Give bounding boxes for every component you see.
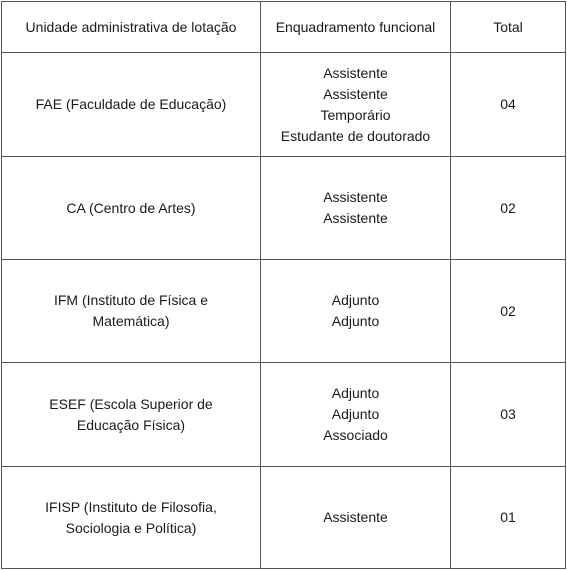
unit-line: IFM (Instituto de Física e bbox=[53, 292, 209, 308]
function-line: Adjunto bbox=[331, 406, 380, 422]
function-cell bbox=[261, 363, 451, 467]
table-row bbox=[2, 363, 566, 467]
function-line: Assistente bbox=[323, 189, 388, 205]
function-cell bbox=[261, 157, 451, 260]
table-row bbox=[2, 260, 566, 363]
total-cell: 02 bbox=[451, 260, 566, 363]
total-cell: 01 bbox=[451, 467, 566, 569]
function-line: Associado bbox=[323, 427, 388, 443]
unit-line: CA (Centro de Artes) bbox=[66, 199, 196, 216]
total-cell: 04 bbox=[451, 53, 566, 157]
function-cell bbox=[261, 53, 451, 157]
unit-line: IFISP (Instituto de Filosofia, bbox=[45, 498, 217, 515]
unit-line: FAE (Faculdade de Educação) bbox=[35, 96, 227, 112]
staff-allocation-table bbox=[1, 1, 566, 569]
function-line: Assistente bbox=[323, 509, 388, 525]
header-function: Enquadramento funcional bbox=[261, 2, 451, 53]
header-total: Total bbox=[451, 2, 566, 53]
table-header-row bbox=[2, 2, 566, 53]
table-row bbox=[2, 53, 566, 157]
table-row bbox=[2, 467, 566, 569]
unit-cell bbox=[2, 363, 261, 467]
function-line: Estudante de doutorado bbox=[280, 127, 431, 144]
function-line: Adjunto bbox=[331, 313, 380, 329]
function-line: Assistente bbox=[323, 85, 388, 102]
total-cell: 03 bbox=[451, 363, 566, 467]
unit-line: ESEF (Escola Superior de bbox=[49, 395, 213, 412]
function-line: Temporário bbox=[320, 106, 391, 123]
function-cell bbox=[261, 467, 451, 569]
unit-cell bbox=[2, 53, 261, 157]
unit-cell bbox=[2, 467, 261, 569]
unit-line: Educação Física) bbox=[76, 416, 186, 433]
function-line: Assistente bbox=[323, 210, 388, 226]
function-line: Adjunto bbox=[331, 385, 380, 401]
header-unit: Unidade administrativa de lotação bbox=[2, 2, 261, 53]
total-cell: 02 bbox=[451, 157, 566, 260]
unit-cell bbox=[2, 260, 261, 363]
function-line: Assistente bbox=[323, 64, 388, 81]
unit-cell bbox=[2, 157, 261, 260]
unit-line: Matemática) bbox=[92, 313, 170, 329]
function-line: Adjunto bbox=[331, 292, 380, 308]
unit-line: Sociologia e Política) bbox=[65, 519, 197, 536]
function-cell bbox=[261, 260, 451, 363]
table-row bbox=[2, 157, 566, 260]
